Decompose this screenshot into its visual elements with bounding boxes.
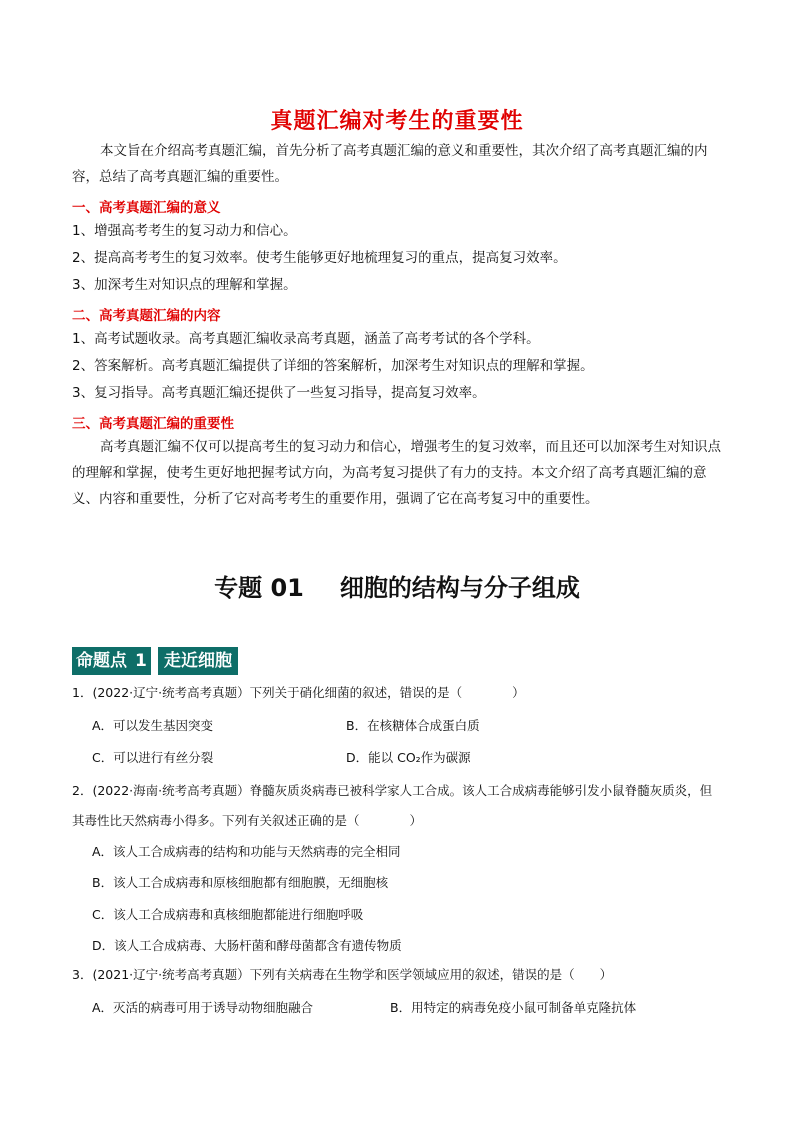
topic-badge-label: 命题点 xyxy=(72,647,131,675)
topic-name: 细胞的结构与分子组成 xyxy=(339,574,580,602)
section1-item: 3、加深考生对知识点的理解和掌握。 xyxy=(72,277,297,293)
topic-badge-name: 走近细胞 xyxy=(158,647,238,675)
section2-item: 1、高考试题收录。高考真题汇编收录高考真题，涵盖了高考考试的各个学科。 xyxy=(72,331,540,347)
section2-item: 2、答案解析。高考真题汇编提供了详细的答案解析，加深考生对知识点的理解和掌握。 xyxy=(72,358,594,374)
section1-item: 2、提高高考考生的复习效率。使考生能够更好地梳理复习的重点，提高复习效率。 xyxy=(72,250,567,266)
question-stem: 1．(2022·辽宁·统考高考真题）下列关于硝化细菌的叙述，错误的是（ ） xyxy=(72,685,525,700)
page-title: 真题汇编对考生的重要性 xyxy=(270,109,524,134)
question-option: D．该人工合成病毒、大肠杆菌和酵母菌都含有遗传物质 xyxy=(92,938,402,953)
question-stem: 3．(2021·辽宁·统考高考真题）下列有关病毒在生物学和医学领域应用的叙述，错误的是（ ） xyxy=(72,967,613,982)
section2-heading: 二、高考真题汇编的内容 xyxy=(72,308,221,324)
question-option: C．可以进行有丝分裂 xyxy=(92,750,214,765)
section1-heading: 一、高考真题汇编的意义 xyxy=(72,200,221,216)
question-option: C．该人工合成病毒和真核细胞都能进行细胞呼吸 xyxy=(92,907,364,922)
intro-paragraph: 本文旨在介绍高考真题汇编，首先分析了高考真题汇编的意义和重要性，其次介绍了高考真题汇编的内容，总结了高考真题汇编的重要性。 xyxy=(72,143,708,185)
topic-number: 专题 01 xyxy=(214,574,304,602)
section2-item: 3、复习指导。高考真题汇编还提供了一些复习指导，提高复习效率。 xyxy=(72,385,486,401)
question-option: A．该人工合成病毒的结构和功能与天然病毒的完全相同 xyxy=(92,844,401,859)
section3-paragraph: 高考真题汇编不仅可以提高考生的复习动力和信心，增强考生的复习效率，而且还可以加深考生对知识点的理解和掌握，使考生更好地把握考试方向，为高考复习提供了有力的支持。本文介绍了高考真题汇编的意义、内容和重要性，分析了它对高考考生的重要作用，强调了它在高考复习中的重要性。 xyxy=(72,439,721,507)
question-option: D．能以 CO₂作为碳源 xyxy=(346,750,471,765)
section1-item: 1、增强高考考生的复习动力和信心。 xyxy=(72,223,297,239)
question-option: A．可以发生基因突变 xyxy=(92,718,214,733)
topic-title xyxy=(0,568,794,603)
question-option: A．灭活的病毒可用于诱导动物细胞融合 xyxy=(92,1000,314,1015)
question-stem: 2．(2022·海南·统考高考真题）脊髓灰质炎病毒已被科学家人工合成。该人工合成病毒能够引发小鼠脊髓灰质炎，但其毒性比天然病毒小得多。下列有关叙述正确的是（ ） xyxy=(72,783,713,828)
section3-heading: 三、高考真题汇编的重要性 xyxy=(72,416,234,432)
question-option: B．用特定的病毒免疫小鼠可制备单克隆抗体 xyxy=(390,1000,637,1015)
topic-badge-number: 1 xyxy=(131,647,151,675)
question-option: B．该人工合成病毒和原核细胞都有细胞膜，无细胞核 xyxy=(92,875,389,890)
question-option: B．在核糖体合成蛋白质 xyxy=(346,718,480,733)
